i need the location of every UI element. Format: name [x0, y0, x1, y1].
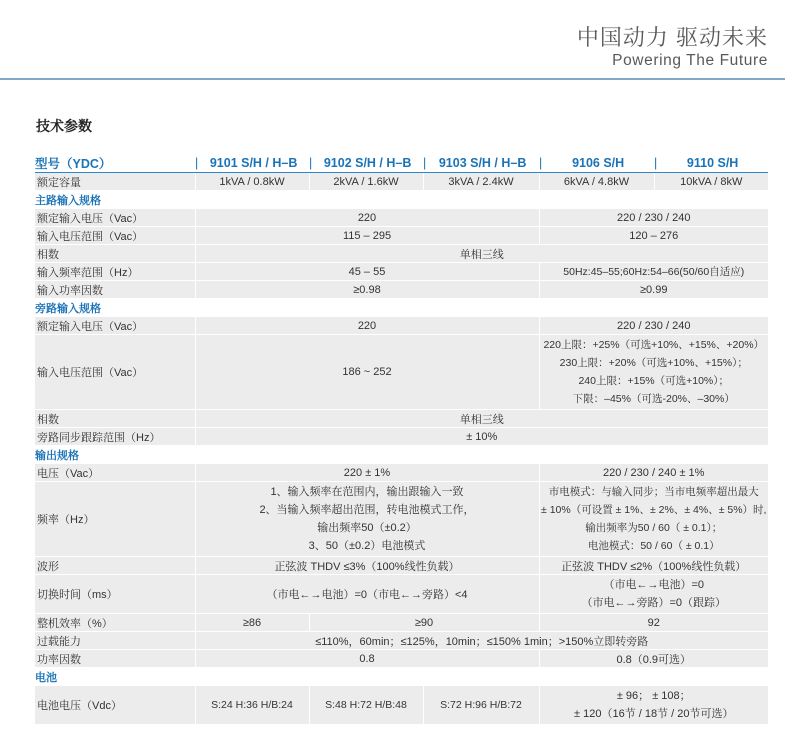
cell-value: ≥90 [309, 614, 539, 632]
cell-line: ± 10%（可设置 ± 1%、± 2%、± 4%、± 5%）时, [541, 504, 767, 516]
cell-value: 3kVA / 2.4kW [423, 173, 539, 191]
row-label: 输入频率范围（Hz） [35, 263, 195, 281]
table-row [35, 482, 768, 557]
row-label: 电压（Vac） [35, 464, 195, 482]
cell-value-multiline [195, 482, 539, 557]
table-row [35, 209, 768, 227]
cell-value: 10kVA / 8kW [654, 173, 768, 191]
cell-value: 186 ~ 252 [195, 335, 539, 410]
row-label: 输入电压范围（Vac） [35, 335, 195, 410]
cell-line: ± 96； ± 108； [616, 690, 691, 702]
row-label: 过载能力 [35, 632, 195, 650]
model-label: 型号（YDC） [35, 154, 195, 173]
spec-table [35, 154, 768, 725]
cell-value: 单相三线 [195, 245, 768, 263]
cell-value: ≤110%，60min；≤125%，10min；≤150% 1min；>150%立即转旁路 [195, 632, 768, 650]
table-row [35, 281, 768, 299]
cell-value: 0.8 [195, 650, 539, 668]
cell-value-multiline [539, 575, 768, 614]
cell-value: 220 ± 1% [195, 464, 539, 482]
cell-value-multiline [539, 335, 768, 410]
cell-value: ≥0.99 [539, 281, 768, 299]
cell-line: ± 120（16节 / 18节 / 20节可选） [574, 708, 734, 720]
table-row [35, 317, 768, 335]
cell-line: 1、输入频率在范围内，输出跟输入一致 [270, 486, 464, 498]
row-label: 频率（Hz） [35, 482, 195, 557]
cell-value: 6kVA / 4.8kW [539, 173, 654, 191]
cell-value: ≥0.98 [195, 281, 539, 299]
cell-value: 220 [195, 209, 539, 227]
cell-line: 230上限：+20%（可选+10%、+15%）； [559, 357, 748, 369]
table-row [35, 686, 768, 725]
cell-value: S:72 H:96 H/B:72 [423, 686, 539, 725]
model-name: 9103 S/H / H–B [438, 156, 527, 170]
cell-line: （市电←→电池）=0 [603, 579, 705, 591]
cell-value-multiline [539, 686, 768, 725]
row-label: 额定输入电压（Vac） [35, 209, 195, 227]
brand-slogan-en: Powering The Future [612, 52, 768, 69]
cell-value: 92 [539, 614, 768, 632]
cell-value: （市电←→电池）=0（市电←→旁路）<4 [195, 575, 539, 614]
cell-value: 单相三线 [195, 410, 768, 428]
cell-value: 115 – 295 [195, 227, 539, 245]
cell-value: 220 / 230 / 240 [539, 209, 768, 227]
cell-value: 220 / 230 / 240 [539, 317, 768, 335]
model-name: 9102 S/H / H–B [323, 156, 412, 170]
table-row [35, 428, 768, 446]
cell-value: 2kVA / 1.6kW [309, 173, 423, 191]
cell-line: 电池模式：50 / 60（ ± 0.1） [587, 540, 720, 552]
header-divider [0, 78, 785, 80]
cell-value: 220 [195, 317, 539, 335]
model-header-row [35, 154, 768, 173]
cell-value: 220 / 230 / 240 ± 1% [539, 464, 768, 482]
table-row [35, 227, 768, 245]
table-row [35, 557, 768, 575]
cell-value: ≥86 [195, 614, 309, 632]
cell-value: 0.8（0.9可选） [539, 650, 768, 668]
cell-line: 240上限：+15%（可选+10%）； [578, 375, 730, 387]
table-row [35, 263, 768, 281]
model-name: 9106 S/H [572, 156, 625, 170]
cell-value: S:24 H:36 H/B:24 [195, 686, 309, 725]
row-label: 输入功率因数 [35, 281, 195, 299]
section-row [35, 191, 768, 209]
cell-line: 市电模式：与输入同步；当市电频率超出最大 [548, 486, 759, 498]
cell-value: ± 10% [195, 428, 768, 446]
row-label: 相数 [35, 245, 195, 263]
section-title: 旁路输入规格 [35, 299, 768, 317]
section-row [35, 446, 768, 464]
page-title: 技术参数 [36, 118, 92, 134]
table-row [35, 464, 768, 482]
row-label: 功率因数 [35, 650, 195, 668]
row-label: 输入电压范围（Vac） [35, 227, 195, 245]
cell-line: 下限：–45%（可选-20%、–30%） [572, 393, 735, 405]
row-label: 电池电压（Vdc） [35, 686, 195, 725]
row-label: 额定容量 [35, 173, 195, 191]
model-name: 9110 S/H [686, 156, 739, 170]
row-label: 整机效率（%） [35, 614, 195, 632]
row-label: 切换时间（ms） [35, 575, 195, 614]
table-row [35, 575, 768, 614]
row-label: 旁路同步跟踪范围（Hz） [35, 428, 195, 446]
section-title: 电池 [35, 668, 768, 686]
section-title: 主路输入规格 [35, 191, 768, 209]
table-row [35, 650, 768, 668]
table-row [35, 632, 768, 650]
model-header-cell: | 9102 S/H / H–B [309, 154, 423, 173]
row-label: 波形 [35, 557, 195, 575]
table-row [35, 335, 768, 410]
model-name: 9101 S/H / H–B [209, 156, 298, 170]
cell-value: S:48 H:72 H/B:48 [309, 686, 423, 725]
cell-line: 220上限：+25%（可选+10%、+15%、+20%） [543, 339, 765, 351]
cell-line: （市电←→旁路）=0（跟踪） [581, 597, 727, 609]
cell-line: 3、50（±0.2）电池模式 [308, 540, 426, 552]
cell-value: 120 – 276 [539, 227, 768, 245]
section-row [35, 668, 768, 686]
table-row [35, 410, 768, 428]
model-header-cell: | 9110 S/H [654, 154, 768, 173]
model-header-cell: | 9103 S/H / H–B [423, 154, 539, 173]
section-row [35, 299, 768, 317]
row-label: 相数 [35, 410, 195, 428]
brand-slogan-cn: 中国动力 驱动未来 [576, 25, 768, 50]
model-header-cell: | 9101 S/H / H–B [195, 154, 309, 173]
table-row [35, 173, 768, 191]
cell-value: 1kVA / 0.8kW [195, 173, 309, 191]
cell-value: 50Hz:45–55;60Hz:54–66(50/60自适应) [539, 263, 768, 281]
cell-line: 输出频率为50 / 60（ ± 0.1）； [585, 522, 723, 534]
table-row [35, 614, 768, 632]
cell-value: 正弦波 THDV ≤2%（100%线性负载） [539, 557, 768, 575]
row-label: 额定输入电压（Vac） [35, 317, 195, 335]
cell-value-multiline [539, 482, 768, 557]
cell-line: 输出频率50（±0.2） [317, 522, 417, 534]
cell-value: 45 – 55 [195, 263, 539, 281]
model-header-cell: | 9106 S/H [539, 154, 654, 173]
table-row [35, 245, 768, 263]
cell-line: 2、当输入频率超出范围，转电池模式工作， [259, 504, 475, 516]
cell-value: 正弦波 THDV ≤3%（100%线性负载） [195, 557, 539, 575]
section-title: 输出规格 [35, 446, 768, 464]
